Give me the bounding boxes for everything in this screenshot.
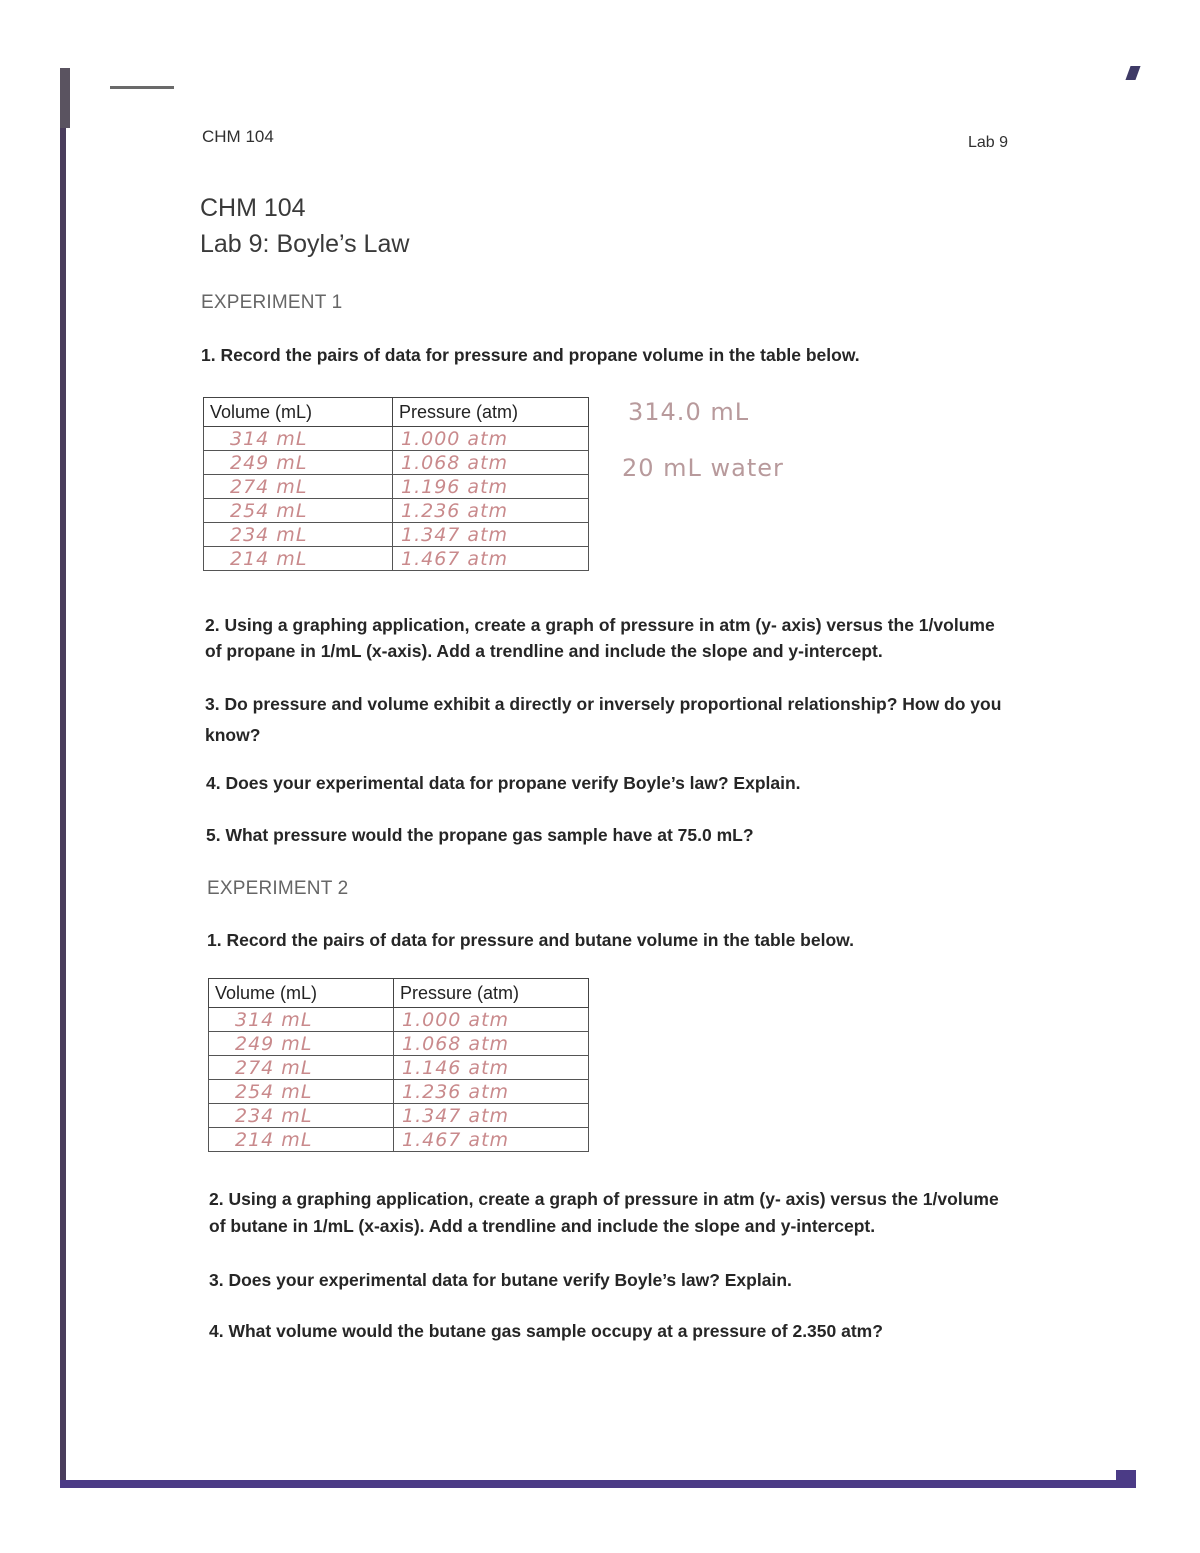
table-row — [209, 1056, 589, 1080]
col-header-pressure: Pressure (atm) — [394, 979, 589, 1008]
binder-edge-bottom — [60, 1480, 1136, 1488]
exp1-data-table — [203, 397, 589, 571]
binder-corner-top — [1125, 66, 1140, 80]
volume-cell: 234 mL — [204, 523, 393, 547]
table-row — [204, 547, 589, 571]
pressure-cell: 1.236 atm — [393, 499, 589, 523]
volume-cell: 254 mL — [204, 499, 393, 523]
table-row — [209, 1104, 589, 1128]
volume-cell: 274 mL — [209, 1056, 394, 1080]
handwritten-note-volume: 314.0 mL — [628, 398, 750, 426]
paper-edge-mark — [110, 86, 174, 89]
col-header-pressure: Pressure (atm) — [393, 398, 589, 427]
table-row — [204, 427, 589, 451]
table-row — [209, 1080, 589, 1104]
pressure-cell: 1.000 atm — [393, 427, 589, 451]
table-row — [204, 499, 589, 523]
table-row — [209, 1008, 589, 1032]
table-row — [204, 475, 589, 499]
pressure-cell: 1.347 atm — [393, 523, 589, 547]
volume-cell: 274 mL — [204, 475, 393, 499]
table-row — [209, 1032, 589, 1056]
table-row — [209, 1128, 589, 1152]
header-lab: Lab 9 — [968, 134, 1009, 151]
volume-cell: 214 mL — [209, 1128, 394, 1152]
pressure-cell: 1.347 atm — [394, 1104, 589, 1128]
binder-clip — [60, 68, 70, 128]
pressure-cell: 1.000 atm — [394, 1008, 589, 1032]
volume-cell: 234 mL — [209, 1104, 394, 1128]
exp2-question-2-line1: 2. Using a graphing application, create a graph of pressure in atm (y- axis) versus the 1/volume — [209, 1189, 999, 1209]
pressure-cell: 1.467 atm — [393, 547, 589, 571]
handwritten-note-water: 20 mL water — [622, 454, 784, 482]
exp2-question-2-line2: of butane in 1/mL (x-axis). Add a trendline and include the slope and y-intercept. — [209, 1216, 876, 1236]
volume-cell: 314 mL — [204, 427, 393, 451]
volume-cell: 214 mL — [204, 547, 393, 571]
exp1-question-4: 4. Does your experimental data for propane verify Boyle’s law? Explain. — [206, 773, 801, 793]
table-row — [204, 523, 589, 547]
exp1-question-3-line2: know? — [205, 725, 261, 745]
exp1-question-2-line1: 2. Using a graphing application, create a graph of pressure in atm (y- axis) versus the 1/volume — [205, 615, 995, 635]
exp2-question-4: 4. What volume would the butane gas sample occupy at a pressure of 2.350 atm? — [209, 1321, 883, 1341]
col-header-volume: Volume (mL) — [204, 398, 393, 427]
exp1-question-1: 1. Record the pairs of data for pressure and propane volume in the table below. — [201, 345, 860, 365]
exp1-question-5: 5. What pressure would the propane gas sample have at 75.0 mL? — [206, 825, 754, 845]
exp2-data-table — [208, 978, 589, 1152]
document-title: Lab 9: Boyle’s Law — [200, 230, 410, 258]
exp1-question-2-line2: of propane in 1/mL (x-axis). Add a trendline and include the slope and y-intercept. — [205, 641, 883, 661]
exp1-question-3-line1: 3. Do pressure and volume exhibit a directly or inversely proportional relationship? How do you — [205, 694, 1002, 714]
col-header-volume: Volume (mL) — [209, 979, 394, 1008]
pressure-cell: 1.196 atm — [393, 475, 589, 499]
pressure-cell: 1.068 atm — [393, 451, 589, 475]
header-course: CHM 104 — [202, 127, 274, 146]
volume-cell: 314 mL — [209, 1008, 394, 1032]
binder-corner — [1116, 1470, 1136, 1488]
exp2-question-3: 3. Does your experimental data for butane verify Boyle’s law? Explain. — [209, 1270, 792, 1290]
pressure-cell: 1.068 atm — [394, 1032, 589, 1056]
pressure-cell: 1.467 atm — [394, 1128, 589, 1152]
pressure-cell: 1.146 atm — [394, 1056, 589, 1080]
experiment1-heading: EXPERIMENT 1 — [201, 292, 343, 313]
volume-cell: 249 mL — [204, 451, 393, 475]
document-course: CHM 104 — [200, 194, 306, 222]
exp2-question-1: 1. Record the pairs of data for pressure and butane volume in the table below. — [207, 930, 854, 950]
experiment2-heading: EXPERIMENT 2 — [207, 878, 349, 899]
table-row — [204, 451, 589, 475]
volume-cell: 254 mL — [209, 1080, 394, 1104]
binder-edge-left — [60, 68, 66, 1480]
volume-cell: 249 mL — [209, 1032, 394, 1056]
pressure-cell: 1.236 atm — [394, 1080, 589, 1104]
